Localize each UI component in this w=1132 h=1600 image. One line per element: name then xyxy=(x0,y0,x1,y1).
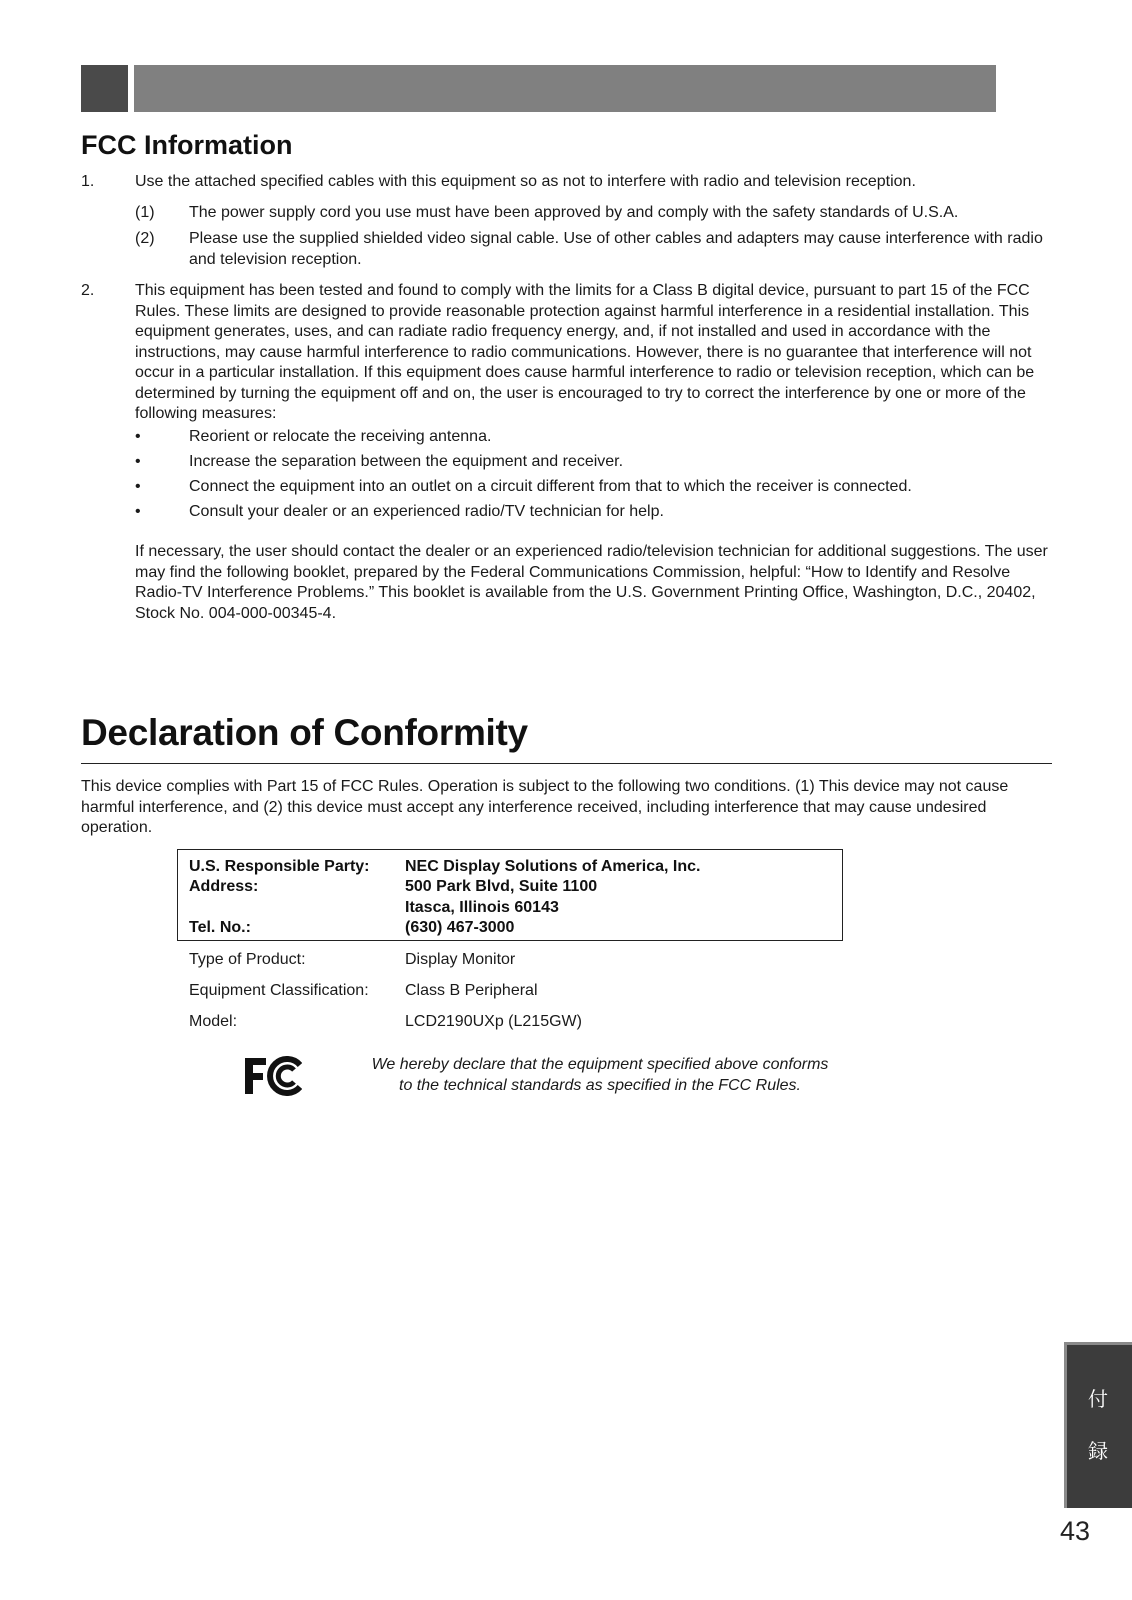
bullet-3-marker: • xyxy=(135,478,141,495)
sub-item-1-number: (1) xyxy=(135,204,155,221)
product-type-label: Type of Product: xyxy=(189,951,306,968)
item-1-text: Use the attached specified cables with this equipment so as not to interfere with radio and television reception. xyxy=(135,173,916,190)
fcc-title: FCC Information xyxy=(81,130,293,160)
declaration-line-1: We hereby declare that the equipment specified above conforms xyxy=(371,1056,829,1073)
classification-value: Class B Peripheral xyxy=(405,982,538,999)
bullet-4-text: Consult your dealer or an experienced radio/TV technician for help. xyxy=(189,503,664,520)
item-2-note: If necessary, the user should contact the dealer or an experienced radio/television technician for additional suggestions. The user may find the following booklet, prepared by the Federal Communications Commission, helpful: “How to Identify and Resolve Radio-TV Interference Problems.” This booklet is available from the U.S. Government Printing Office, Washington, D.C., 20402, Stock No. 004-000-00345-4. xyxy=(135,543,1048,622)
conformity-declaration xyxy=(345,1054,855,1096)
classification-label: Equipment Classification: xyxy=(189,982,369,999)
sub-item-1-text: The power supply cord you use must have been approved by and comply with the safety standards of U.S.A. xyxy=(189,204,959,221)
side-tab-char-2: 録 xyxy=(1088,1439,1108,1463)
party-value: NEC Display Solutions of America, Inc. xyxy=(405,858,701,875)
title-divider xyxy=(81,763,1052,764)
declaration-line-2: to the technical standards as specified in the FCC Rules. xyxy=(399,1077,801,1094)
appendix-side-tab xyxy=(1064,1342,1132,1508)
bullet-2-marker: • xyxy=(135,453,141,470)
bullet-4-marker: • xyxy=(135,503,141,520)
bullet-1-text: Reorient or relocate the receiving antenna. xyxy=(189,428,492,445)
doc-title: Declaration of Conformity xyxy=(81,712,528,753)
fcc-logo-icon xyxy=(244,1056,302,1096)
item-2-number: 2. xyxy=(81,282,95,299)
party-label: U.S. Responsible Party: xyxy=(189,858,370,875)
sub-item-2-text: Please use the supplied shielded video signal cable. Use of other cables and adapters may cause interference with radio and television reception. xyxy=(189,230,1043,268)
side-tab-char-1: 付 xyxy=(1088,1387,1108,1411)
tel-value: (630) 467-3000 xyxy=(405,919,515,936)
bullet-3-text: Connect the equipment into an outlet on a circuit different from that to which the receiver is connected. xyxy=(189,478,912,495)
header-bar xyxy=(134,65,996,112)
model-label: Model: xyxy=(189,1013,238,1030)
item-2-text: This equipment has been tested and found to comply with the limits for a Class B digital device, pursuant to part 15 of the FCC Rules. These limits are designed to provide reasonable protection against harmful interference in a residential installation. This equipment generates, uses, and can radiate radio frequency energy, and, if not installed and used in accordance with the instructions, may cause harmful interference to radio communications. However, there is no guarantee that interference will not occur in a particular installation. If this equipment does cause harmful interference to radio or television reception, which can be determined by turning the equipment off and on, the user is encouraged to try to correct the interference by one or more of the following measures: xyxy=(135,282,1035,422)
header-dark-block xyxy=(81,65,128,112)
address-line-1: 500 Park Blvd, Suite 1100 xyxy=(405,878,598,895)
page-number: 43 xyxy=(1060,1516,1091,1546)
sub-item-2-number: (2) xyxy=(135,230,155,247)
address-label: Address: xyxy=(189,878,259,895)
item-1-number: 1. xyxy=(81,173,95,190)
bullet-1-marker: • xyxy=(135,428,141,445)
doc-intro: This device complies with Part 15 of FCC Rules. Operation is subject to the following two conditions. (1) This device may not cause harmful interference, and (2) this device must accept any interference received, including interference that may cause undesired operation. xyxy=(81,778,1009,836)
bullet-2-text: Increase the separation between the equipment and receiver. xyxy=(189,453,624,470)
tel-label: Tel. No.: xyxy=(189,919,251,936)
product-type-value: Display Monitor xyxy=(405,951,516,968)
address-line-2: Itasca, Illinois 60143 xyxy=(405,899,559,916)
model-value: LCD2190UXp (L215GW) xyxy=(405,1013,582,1030)
